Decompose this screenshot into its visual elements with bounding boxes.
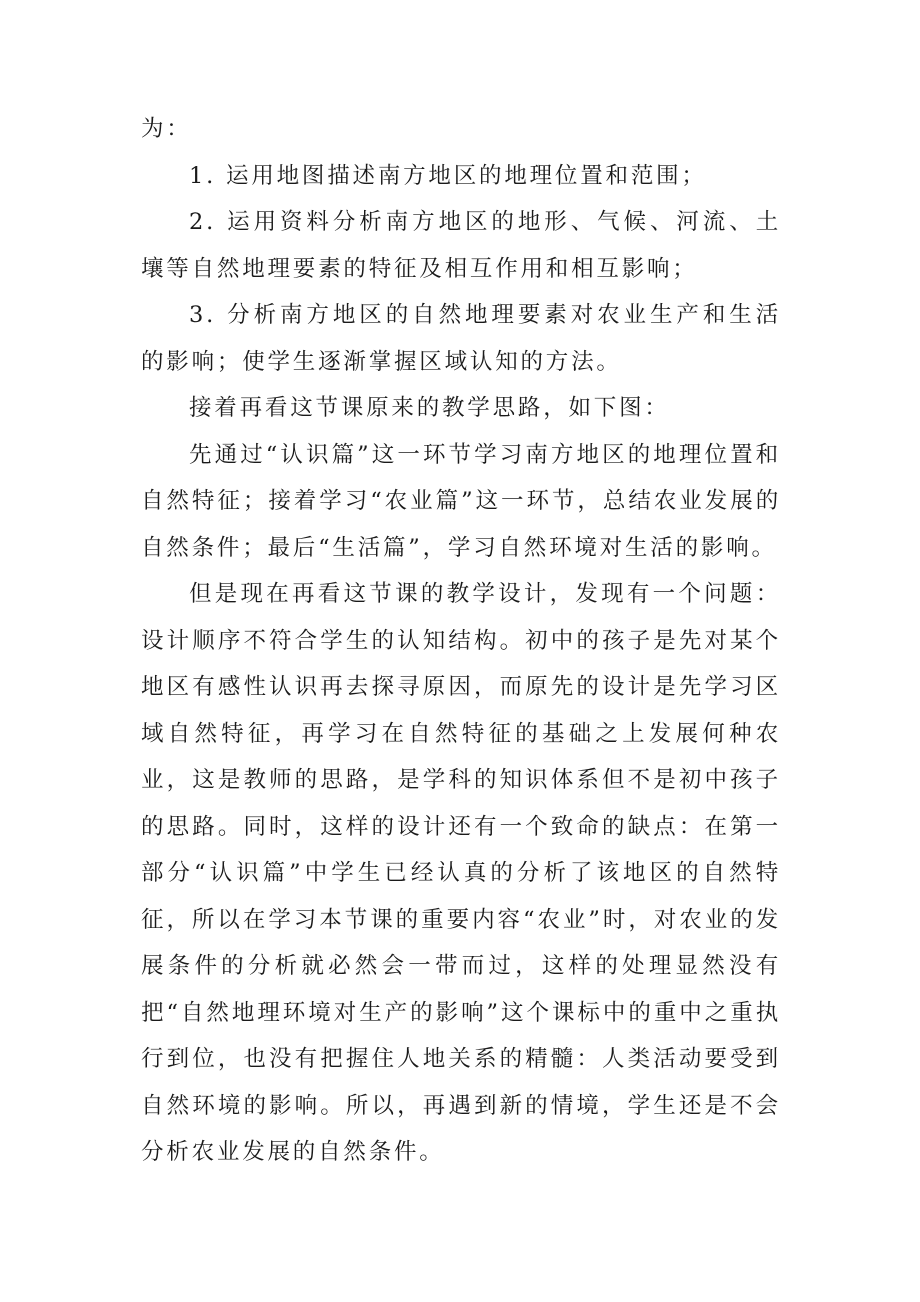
paragraph-original-design: 先通过“认识篇”这一环节学习南方地区的地理位置和自然特征；接着学习“农业篇”这一环节，总结农业发展的自然条件；最后“生活篇”，学习自然环境对生活的影响。 <box>141 441 781 561</box>
list-item-2: 2. 运用资料分析南方地区的地形、气候、河流、土壤等自然地理要素的特征及相互作用和相互影响； <box>141 209 781 282</box>
paragraph-intro-figure: 接着再看这节课原来的教学思路，如下图： <box>189 395 670 421</box>
paragraph-continuation: 为： <box>141 116 192 142</box>
list-item-1: 1. 运用地图描述南方地区的地理位置和范围； <box>189 162 707 189</box>
document-body <box>141 106 781 1176</box>
paragraph-problem-analysis: 但是现在再看这节课的教学设计，发现有一个问题：设计顺序不符合学生的认知结构。初中的孩子是先对某个地区有感性认识再去探寻原因，而原先的设计是先学习区域自然特征，再学习在自然特征的基础之上发展何种农业，这是教师的思路，是学科的知识体系但不是初中孩子的思路。同时，这样的设计还有一个致命的缺点：在第一部分“认识篇”中学生已经认真的分析了该地区的自然特征，所以在学习本节课的重要内容“农业”时，对农业的发展条件的分析就必然会一带而过，这样的处理显然没有把“自然地理环境对生产的影响”这个课标中的重中之重执行到位，也没有把握住人地关系的精髓：人类活动要受到自然环境的影响。所以，再遇到新的情境，学生还是不会分析农业发展的自然条件。 <box>141 581 781 1165</box>
list-item-3: 3. 分析南方地区的自然地理要素对农业生产和生活的影响；使学生逐渐掌握区域认知的方法。 <box>141 302 781 375</box>
